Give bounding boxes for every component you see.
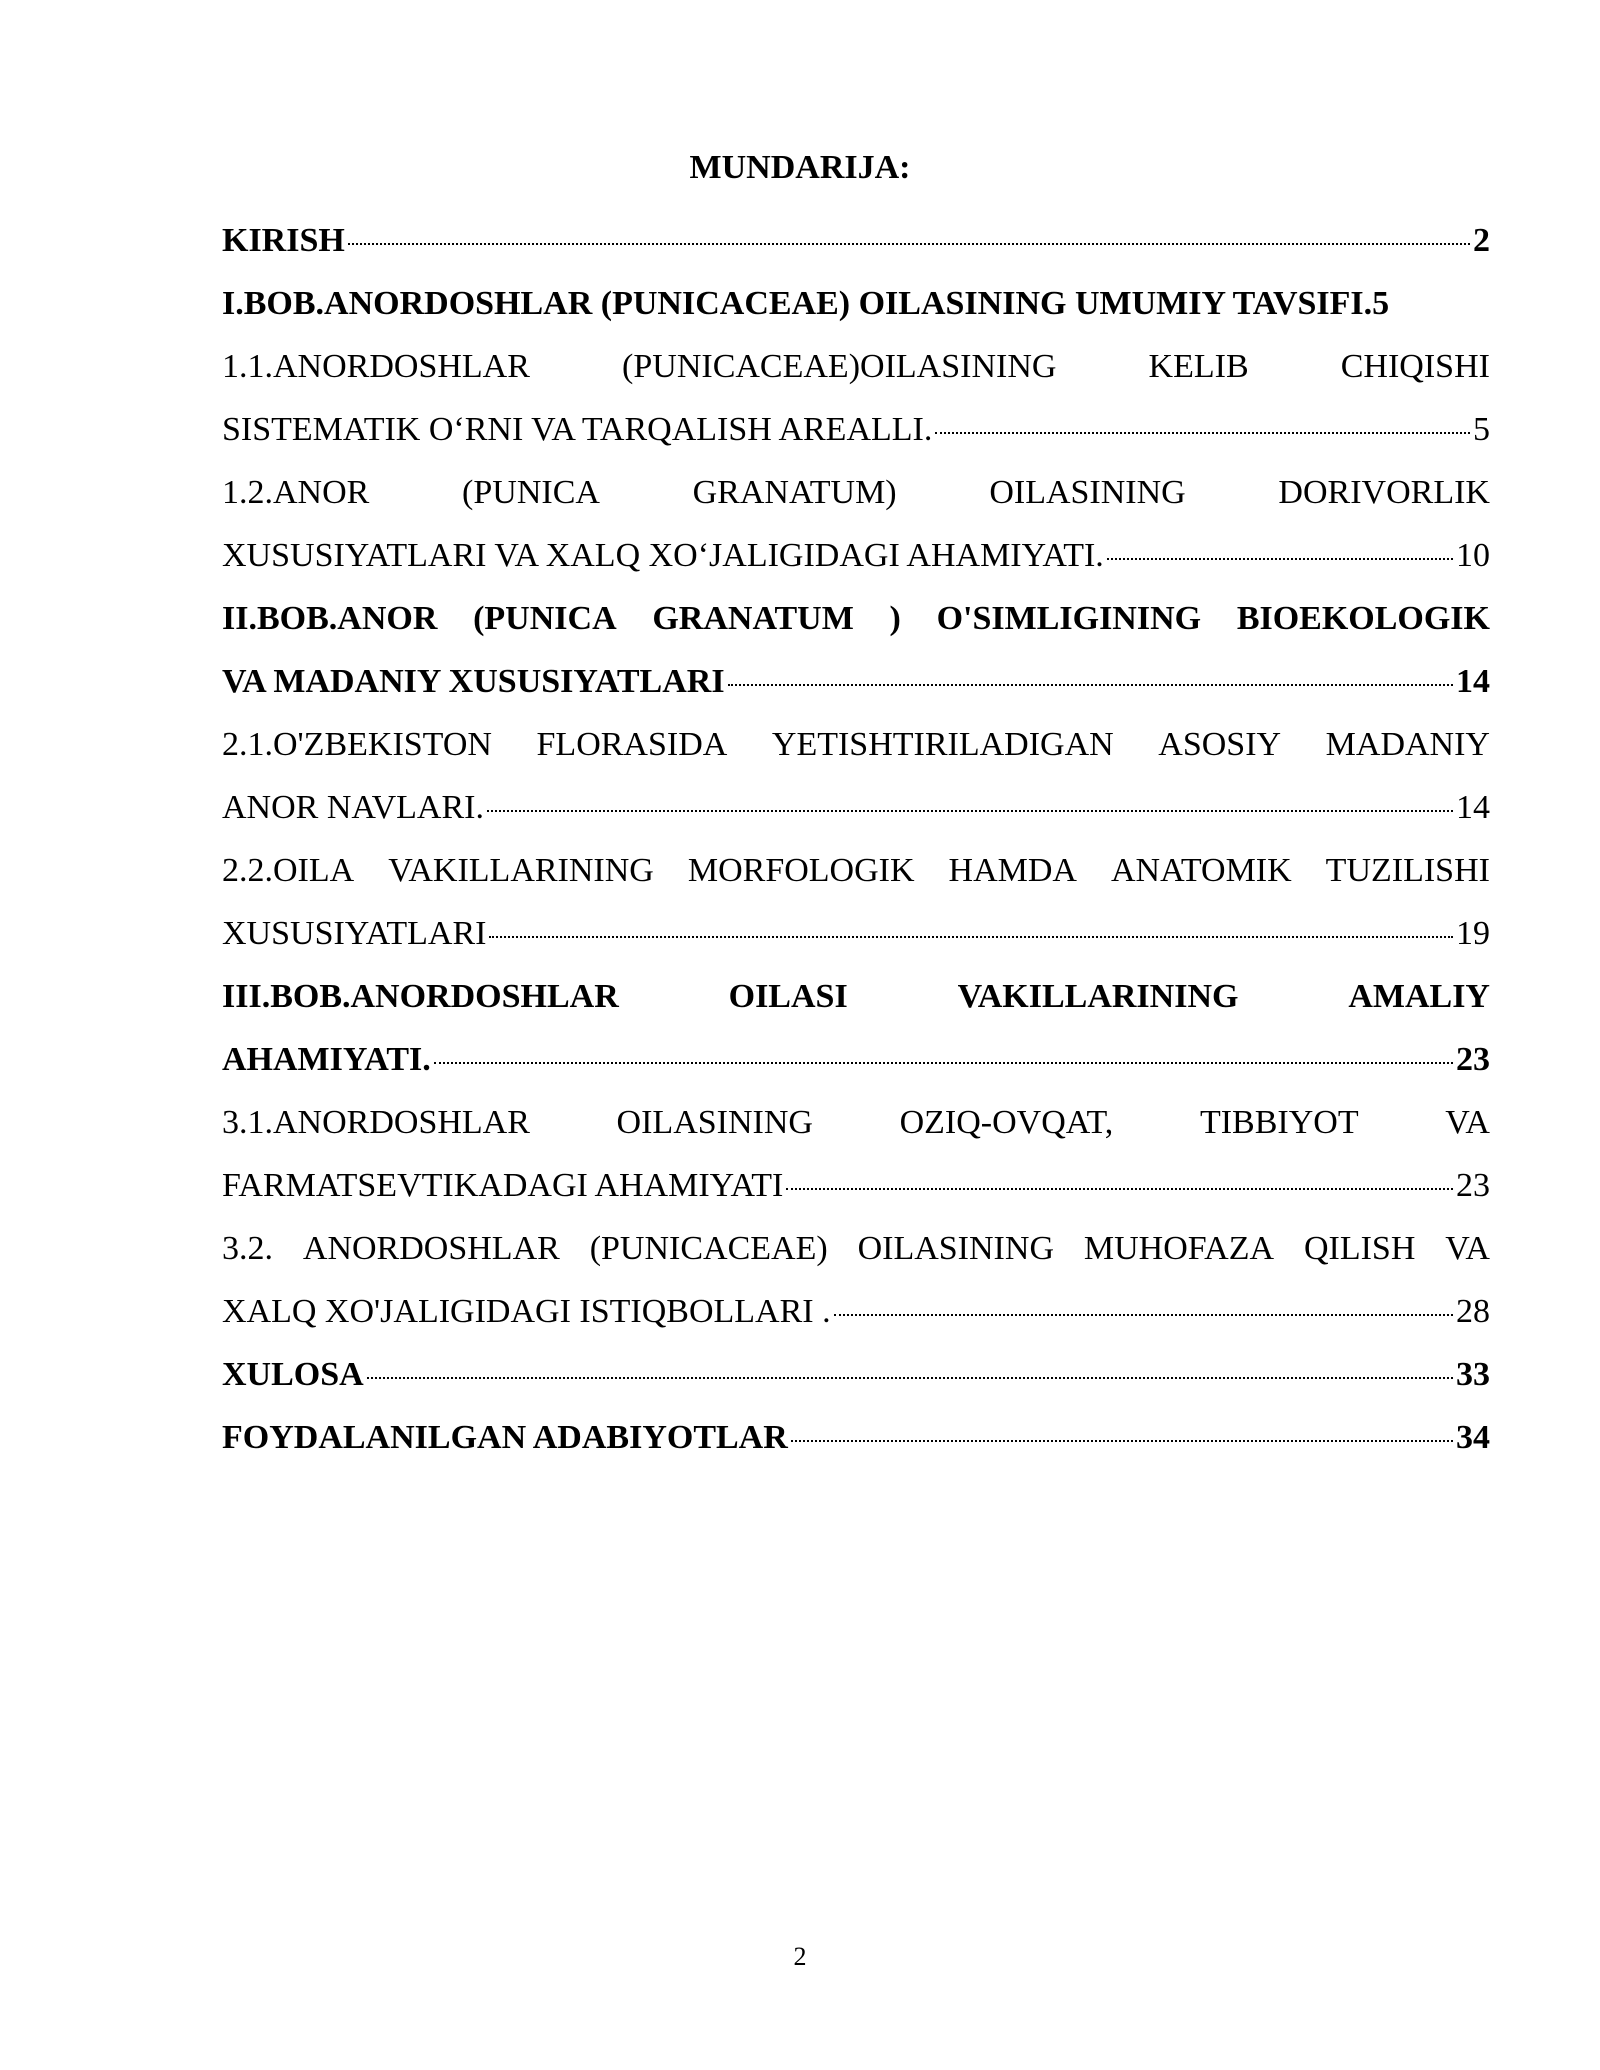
toc-page-number: 33 <box>1456 1356 1490 1393</box>
toc-entry-text: XUSUSIYATLARI <box>222 915 487 952</box>
toc-entry-chapter-2-line-1[interactable] <box>222 587 1490 650</box>
toc-word: MORFOLOGIK <box>687 852 915 889</box>
toc-entry-text: VA MADANIY XUSUSIYATLARI <box>222 663 725 700</box>
toc-word: KELIB <box>1148 348 1249 385</box>
toc-word: VAKILLARINING <box>957 978 1239 1015</box>
toc-entry-text: ANOR NAVLARI. <box>222 789 484 826</box>
toc-entry-text: FOYDALANILGAN ADABIYOTLAR <box>222 1419 788 1456</box>
toc-word: 3.1.ANORDOSHLAR <box>222 1104 530 1141</box>
toc-word: ANATOMIK <box>1110 852 1292 889</box>
dot-leader <box>348 243 1470 245</box>
toc-word: 2.2.OILA <box>222 852 355 889</box>
toc-word: YETISHTIRILADIGAN <box>771 726 1114 763</box>
toc-word: ) <box>889 600 901 637</box>
toc-entry-text: XUSUSIYATLARI VA XALQ XO‘JALIGIDAGI AHAMIYATI. <box>222 537 1104 574</box>
table-of-contents <box>222 209 1490 1469</box>
toc-entry-text: FARMATSEVTIKADAGI AHAMIYATI <box>222 1167 784 1204</box>
toc-word: TUZILISHI <box>1325 852 1490 889</box>
toc-entry-chapter-3-line-2[interactable] <box>222 1028 1490 1091</box>
toc-entry-2-1-line-1[interactable] <box>222 713 1490 776</box>
toc-word: 1.2.ANOR <box>222 474 370 511</box>
toc-page-number: 23 <box>1456 1041 1490 1078</box>
toc-word: FLORASIDA <box>536 726 728 763</box>
toc-word: BIOEKOLOGIK <box>1236 600 1490 637</box>
dot-leader <box>728 684 1453 686</box>
toc-entry-1-1-line-1[interactable] <box>222 335 1490 398</box>
toc-entry-3-1-line-1[interactable] <box>222 1091 1490 1154</box>
toc-word: QILISH <box>1303 1230 1416 1267</box>
toc-word: II.BOB.ANOR <box>222 600 438 637</box>
toc-entry-3-2-line-1[interactable] <box>222 1217 1490 1280</box>
dot-leader <box>935 432 1470 434</box>
toc-entry-2-2-line-1[interactable] <box>222 839 1490 902</box>
toc-entry-1-2-line-1[interactable] <box>222 461 1490 524</box>
toc-word: CHIQISHI <box>1340 348 1490 385</box>
toc-entry-2-1-line-2[interactable] <box>222 776 1490 839</box>
toc-page-number: 5 <box>1473 411 1490 448</box>
toc-page-number: 34 <box>1456 1419 1490 1456</box>
toc-page-number: 19 <box>1456 915 1490 952</box>
toc-entry-1-1-line-2[interactable] <box>222 398 1490 461</box>
toc-word: OILASINING <box>989 474 1186 511</box>
toc-word: VA <box>1445 1104 1490 1141</box>
toc-word: OILASI <box>728 978 848 1015</box>
toc-entry-text: KIRISH <box>222 222 345 259</box>
toc-entry-1-2-line-2[interactable] <box>222 524 1490 587</box>
toc-page-number: 28 <box>1456 1293 1490 1330</box>
toc-word: (PUNICA <box>473 600 617 637</box>
toc-entry-chapter-2-line-2[interactable] <box>222 650 1490 713</box>
toc-word: OZIQ-OVQAT, <box>899 1104 1114 1141</box>
page-number: 2 <box>793 1942 807 1971</box>
toc-entry-text: AHAMIYATI. <box>222 1041 431 1078</box>
toc-word: VAKILLARINING <box>388 852 654 889</box>
toc-page-number: 2 <box>1473 222 1490 259</box>
toc-entry-chapter-3-line-1[interactable] <box>222 965 1490 1028</box>
toc-entry-chapter-1[interactable] <box>222 272 1490 335</box>
toc-entry-xulosa[interactable] <box>222 1343 1490 1406</box>
dot-leader <box>1107 558 1453 560</box>
toc-word: DORIVORLIK <box>1278 474 1490 511</box>
toc-entry-2-2-line-2[interactable] <box>222 902 1490 965</box>
toc-entry-3-2-line-2[interactable] <box>222 1280 1490 1343</box>
toc-word: 3.2. <box>222 1230 273 1267</box>
toc-page-number: 10 <box>1456 537 1490 574</box>
toc-entry-text: XALQ XO'JALIGIDAGI ISTIQBOLLARI . <box>222 1293 831 1330</box>
dot-leader <box>434 1062 1453 1064</box>
dot-leader <box>786 1188 1453 1190</box>
dot-leader <box>487 810 1453 812</box>
toc-entry-3-1-line-2[interactable] <box>222 1154 1490 1217</box>
toc-word: ASOSIY <box>1158 726 1282 763</box>
page-title: MUNDARIJA: <box>689 149 911 186</box>
toc-entry-text: SISTEMATIK O‘RNI VA TARQALISH AREALLI. <box>222 411 933 448</box>
toc-word: MUHOFAZA <box>1083 1230 1275 1267</box>
toc-page-number: 14 <box>1456 663 1490 700</box>
toc-entry-adabiyotlar[interactable] <box>222 1406 1490 1469</box>
toc-entry-text: I.BOB.ANORDOSHLAR (PUNICACEAE) OILASINING UMUMIY TAVSIFI.5 <box>222 285 1390 322</box>
toc-word: VA <box>1445 1230 1490 1267</box>
toc-word: ANORDOSHLAR <box>302 1230 560 1267</box>
toc-word: (PUNICACEAE) <box>589 1230 828 1267</box>
toc-word: 2.1.O'ZBEKISTON <box>222 726 492 763</box>
dot-leader <box>367 1377 1453 1379</box>
toc-word: AMALIY <box>1348 978 1490 1015</box>
toc-word: MADANIY <box>1325 726 1490 763</box>
toc-word: HAMDA <box>948 852 1077 889</box>
toc-word: GRANATUM <box>652 600 854 637</box>
toc-page-number: 23 <box>1456 1167 1490 1204</box>
toc-word: OILASINING <box>616 1104 813 1141</box>
toc-word: (PUNICACEAE)OILASINING <box>622 348 1057 385</box>
toc-word: 1.1.ANORDOSHLAR <box>222 348 530 385</box>
toc-word: OILASINING <box>857 1230 1054 1267</box>
toc-page-number: 14 <box>1456 789 1490 826</box>
dot-leader <box>489 936 1453 938</box>
toc-word: O'SIMLIGINING <box>936 600 1202 637</box>
toc-word: III.BOB.ANORDOSHLAR <box>222 978 619 1015</box>
dot-leader <box>834 1314 1453 1316</box>
toc-entry-text: XULOSA <box>222 1356 364 1393</box>
toc-word: (PUNICA <box>462 474 600 511</box>
toc-word: GRANATUM) <box>692 474 897 511</box>
toc-word: TIBBIYOT <box>1199 1104 1359 1141</box>
dot-leader <box>791 1440 1453 1442</box>
toc-entry-kirish[interactable] <box>222 209 1490 272</box>
